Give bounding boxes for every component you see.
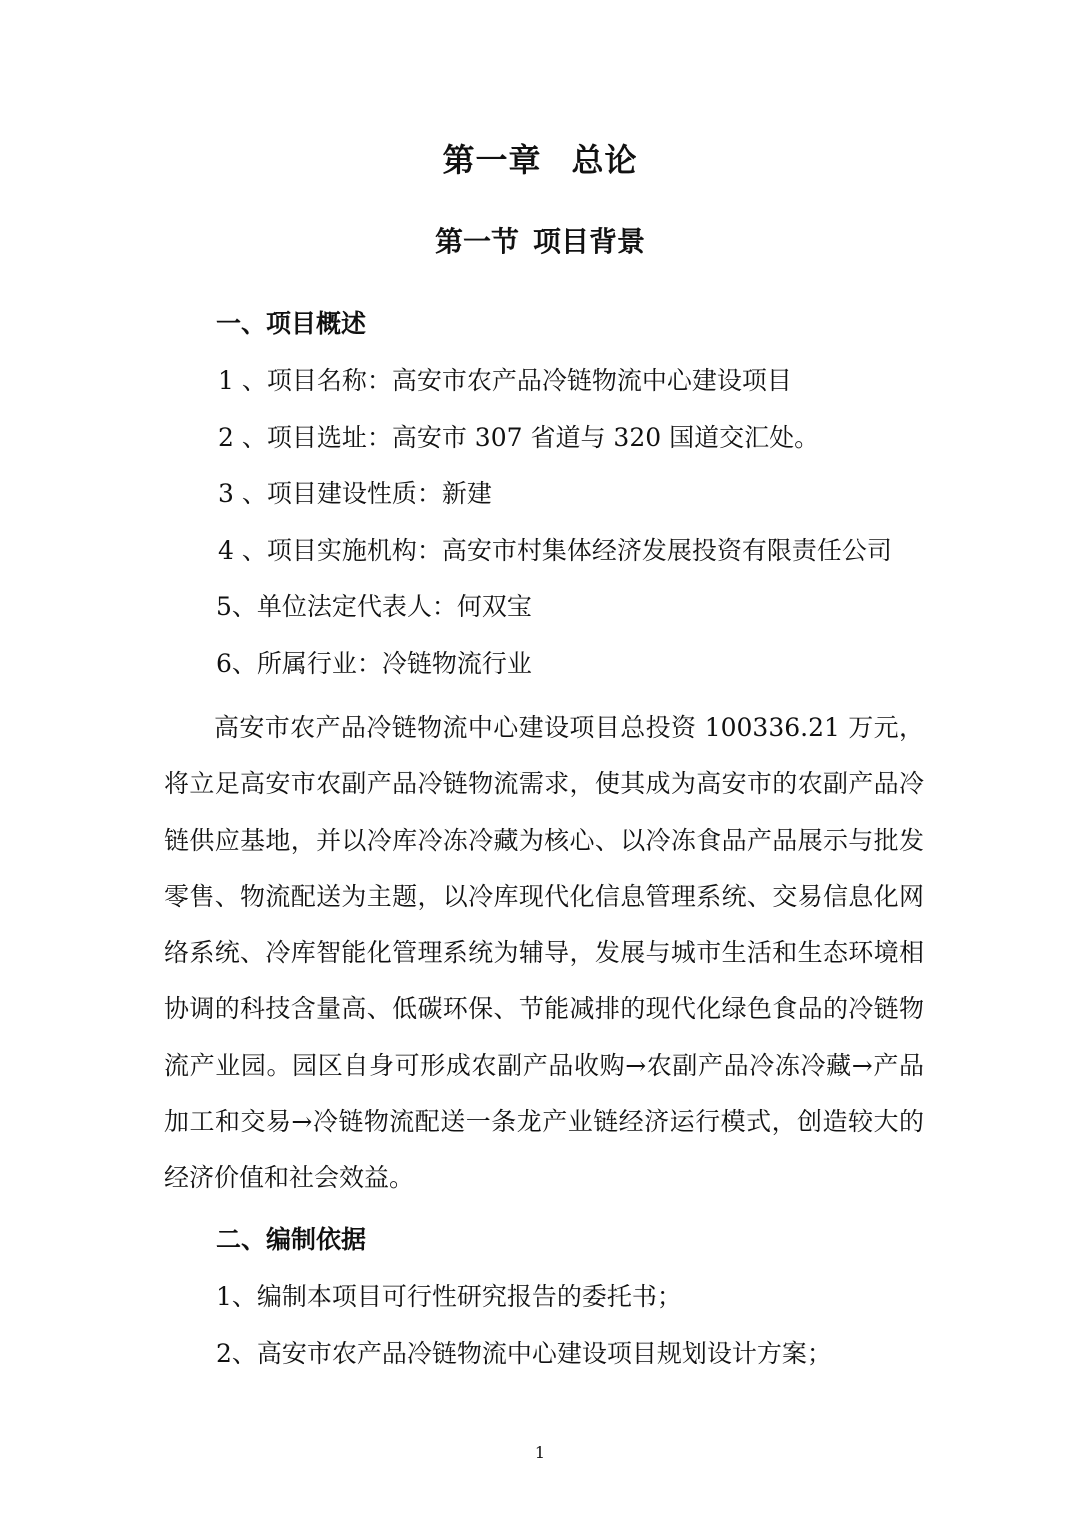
- overview-item-6: 6、所属行业：冷链物流行业: [216, 649, 532, 678]
- chapter-name: 总论: [571, 141, 638, 179]
- page-number: 1: [534, 1443, 546, 1462]
- chapter-label: 第一章: [442, 141, 542, 179]
- overview-item-4: 4 、项目实施机构：高安市村集体经济发展投资有限责任公司: [218, 536, 892, 565]
- overview-item-1: 1 、项目名称：高安市农产品冷链物流中心建设项目: [218, 366, 792, 395]
- basis-heading: 二、编制依据: [216, 1225, 367, 1254]
- overview-item-3: 3 、项目建设性质：新建: [218, 479, 492, 508]
- basis-item-1: 1、编制本项目可行性研究报告的委托书；: [216, 1282, 682, 1311]
- overview-item-5: 5、单位法定代表人：何双宝: [216, 592, 532, 621]
- chapter-title: [0, 135, 1080, 181]
- section-title: [0, 220, 1080, 260]
- basis-item-2: 2、高安市农产品冷链物流中心建设项目规划设计方案；: [216, 1339, 832, 1368]
- overview-heading: 一、项目概述: [216, 309, 367, 338]
- section-name: 项目背景: [533, 225, 646, 258]
- overview-item-2: 2 、项目选址：高安市 307 省道与 320 国道交汇处。: [218, 423, 820, 452]
- overview-paragraph: 高安市农产品冷链物流中心建设项目总投资 100336.21 万元，将立足高安市农副产品冷链物流需求，使其成为高安市的农副产品冷链供应基地，并以冷库冷冻冷藏为核心、以冷冻食品产品展示与批发零售、物流配送为主题，以冷库现代化信息管理系统、交易信息化网络系统、冷库智能化管理系统为辅导，发展与城市生活和生态环境相协调的科技含量高、低碳环保、节能减排的现代化绿色食品的冷链物流产业园。园区自身可形成农副产品收购→农副产品冷冻冷藏→产品加工和交易→冷链物流配送一条龙产业链经济运行模式，创造较大的经济价值和社会效益。: [164, 713, 924, 1193]
- section-label: 第一节: [434, 225, 519, 258]
